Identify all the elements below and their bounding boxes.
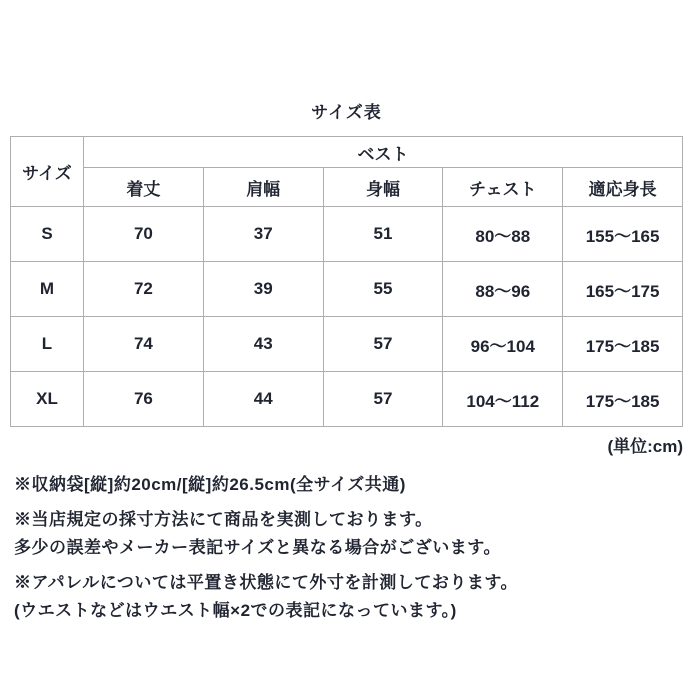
note-storage-pouch: ※収納袋[縦]約20cm/[縦]約26.5cm(全サイズ共通) xyxy=(14,475,406,494)
value-cell: 104〜112 xyxy=(443,372,563,427)
value-cell: 175〜185 xyxy=(563,317,683,372)
value-cell: 96〜104 xyxy=(443,317,563,372)
column-header-body-length: 着丈 xyxy=(84,168,204,207)
value-cell: 88〜96 xyxy=(443,262,563,317)
value-cell: 155〜165 xyxy=(563,207,683,262)
column-header-shoulder-width: 肩幅 xyxy=(203,168,323,207)
size-table xyxy=(10,136,683,427)
value-cell: 72 xyxy=(84,262,204,317)
table-row-s xyxy=(11,207,683,262)
size-label: L xyxy=(11,317,84,372)
table-row-l xyxy=(11,317,683,372)
table-row-xl xyxy=(11,372,683,427)
table-header-row xyxy=(11,137,683,168)
value-cell: 43 xyxy=(203,317,323,372)
value-cell: 74 xyxy=(84,317,204,372)
corner-header-size: サイズ xyxy=(11,137,84,207)
table-subheader-row xyxy=(11,168,683,207)
value-cell: 57 xyxy=(323,372,443,427)
size-label: M xyxy=(11,262,84,317)
table-row-m xyxy=(11,262,683,317)
group-header-vest: ベスト xyxy=(84,137,683,168)
unit-note: (単位:cm) xyxy=(607,437,683,456)
page-title: サイズ表 xyxy=(311,103,382,122)
value-cell: 51 xyxy=(323,207,443,262)
value-cell: 57 xyxy=(323,317,443,372)
value-cell: 80〜88 xyxy=(443,207,563,262)
value-cell: 44 xyxy=(203,372,323,427)
column-header-body-width: 身幅 xyxy=(323,168,443,207)
value-cell: 165〜175 xyxy=(563,262,683,317)
note-measuring-method: ※当店規定の採寸方法にて商品を実測しております。 xyxy=(14,510,433,529)
column-header-chest: チェスト xyxy=(443,168,563,207)
note-flat-measurement: ※アパレルについては平置き状態にて外寸を計測しております。 xyxy=(14,573,519,592)
value-cell: 37 xyxy=(203,207,323,262)
value-cell: 70 xyxy=(84,207,204,262)
value-cell: 55 xyxy=(323,262,443,317)
size-label: S xyxy=(11,207,84,262)
note-size-discrepancy: 多少の誤差やメーカー表記サイズと異なる場合がございます。 xyxy=(14,538,501,557)
size-label: XL xyxy=(11,372,84,427)
value-cell: 175〜185 xyxy=(563,372,683,427)
note-waist-notation: (ウエストなどはウエスト幅×2での表記になっています。) xyxy=(14,601,457,620)
column-header-fit-height: 適応身長 xyxy=(563,168,683,207)
value-cell: 76 xyxy=(84,372,204,427)
value-cell: 39 xyxy=(203,262,323,317)
footnotes xyxy=(14,473,700,622)
